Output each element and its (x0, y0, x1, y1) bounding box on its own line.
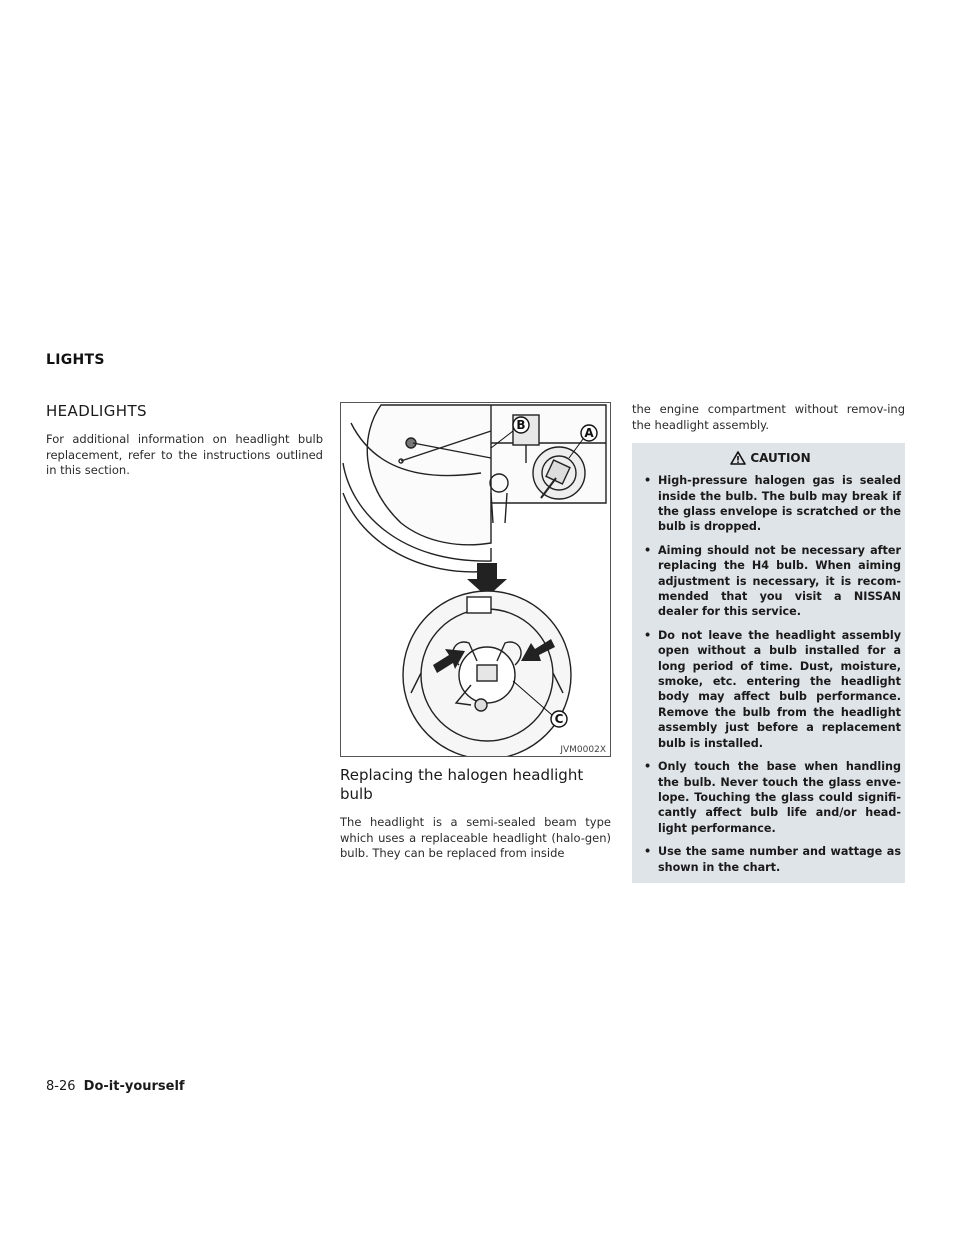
intro-paragraph: For additional information on headlight bulb replacement, refer to the instructions outlined in this section. (46, 432, 323, 478)
caution-header (640, 451, 901, 465)
column-2 (340, 402, 611, 862)
label-c: C (554, 712, 564, 726)
caution-item: • Aiming should not be necessary after replacing the H4 bulb. When aiming adjustment is necessary, it is recom-mended that you visit a NISSAN dealer for this service. (640, 543, 901, 620)
caution-item: • Use the same number and wattage as shown in the chart. (640, 844, 901, 875)
page-number: 8-26 (46, 1079, 76, 1094)
figure-code: JVM0002X (560, 745, 606, 755)
column-3 (632, 402, 905, 883)
caution-title: CAUTION (750, 451, 811, 466)
column-1 (46, 402, 323, 479)
section-heading: LIGHTS (46, 352, 105, 368)
page-footer (46, 1079, 185, 1094)
caution-item: • Do not leave the headlight assembly open without a bulb installed for a long period of time. Dust, moisture, smoke, etc. entering the headlight body may affect bulb performance. Remove the bulb from the headlight assembly just before a replacement bulb is installed. (640, 628, 901, 751)
label-a: A (584, 426, 594, 440)
caution-box (632, 443, 905, 883)
headlight-drawing (341, 403, 611, 757)
label-b: B (516, 418, 526, 432)
caution-list (640, 473, 901, 875)
subheading: Replacing the halogen headlight bulb (340, 766, 584, 803)
headlight-illustration (340, 402, 611, 757)
chapter-title: Do-it-yourself (83, 1079, 185, 1094)
continued-paragraph: the engine compartment without remov-ing the headlight assembly. (632, 402, 905, 432)
caution-item: • Only touch the base when handling the bulb. Never touch the glass enve-lope. Touching the glass could signifi-cantly affect bulb life and/or head-light performance. (640, 759, 901, 836)
replacement-paragraph: The headlight is a semi-sealed beam type which uses a replaceable headlight (halo-gen) bulb. They can be replaced from inside (340, 815, 611, 861)
caution-item: • High-pressure halogen gas is sealed inside the bulb. The bulb may break if the glass envelope is scratched or the bulb is dropped. (640, 473, 901, 535)
page-heading: HEADLIGHTS (46, 402, 147, 420)
warning-triangle-icon (730, 451, 746, 465)
